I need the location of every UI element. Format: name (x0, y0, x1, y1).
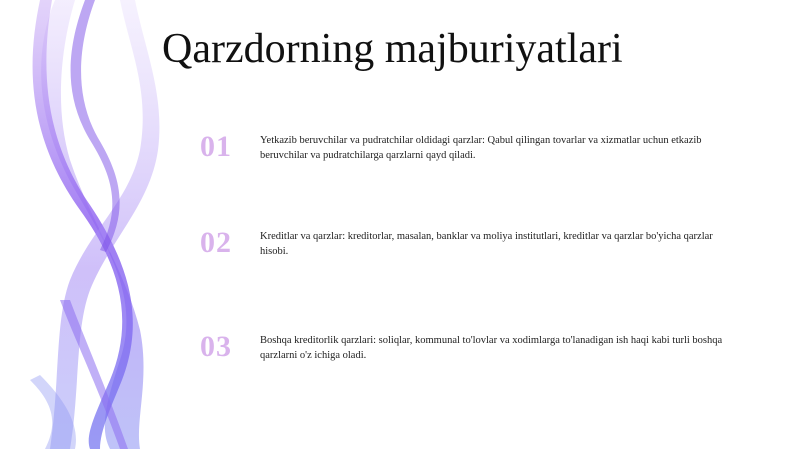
item-text: Kreditlar va qarzlar: kreditorlar, masalan, banklar va moliya institutlari, kreditlar va qarzlar bo'yicha qarzlar hisobi. (260, 231, 713, 257)
item-text: Boshqa kreditorlik qarzlari: soliqlar, kommunal to'lovlar va xodimlarga to'lanadigan ish haqi kabi turli boshqa qarzlarni o'z ichiga oladi. (260, 335, 723, 361)
list-item (200, 226, 760, 286)
item-number: 02 (200, 226, 232, 259)
item-number: 03 (200, 330, 232, 363)
list-item (200, 130, 760, 190)
slide-title: Qarzdorning majburiyatlari (162, 26, 623, 72)
item-text: Yetkazib beruvchilar va pudratchilar oldidagi qarzlar: Qabul qilingan tovarlar va xizmatlar uchun etkazib beruvchilar va pudratchilarga qarzlarni qayd qiladi. (260, 135, 702, 161)
list-item (200, 330, 760, 390)
item-number: 01 (200, 130, 232, 163)
